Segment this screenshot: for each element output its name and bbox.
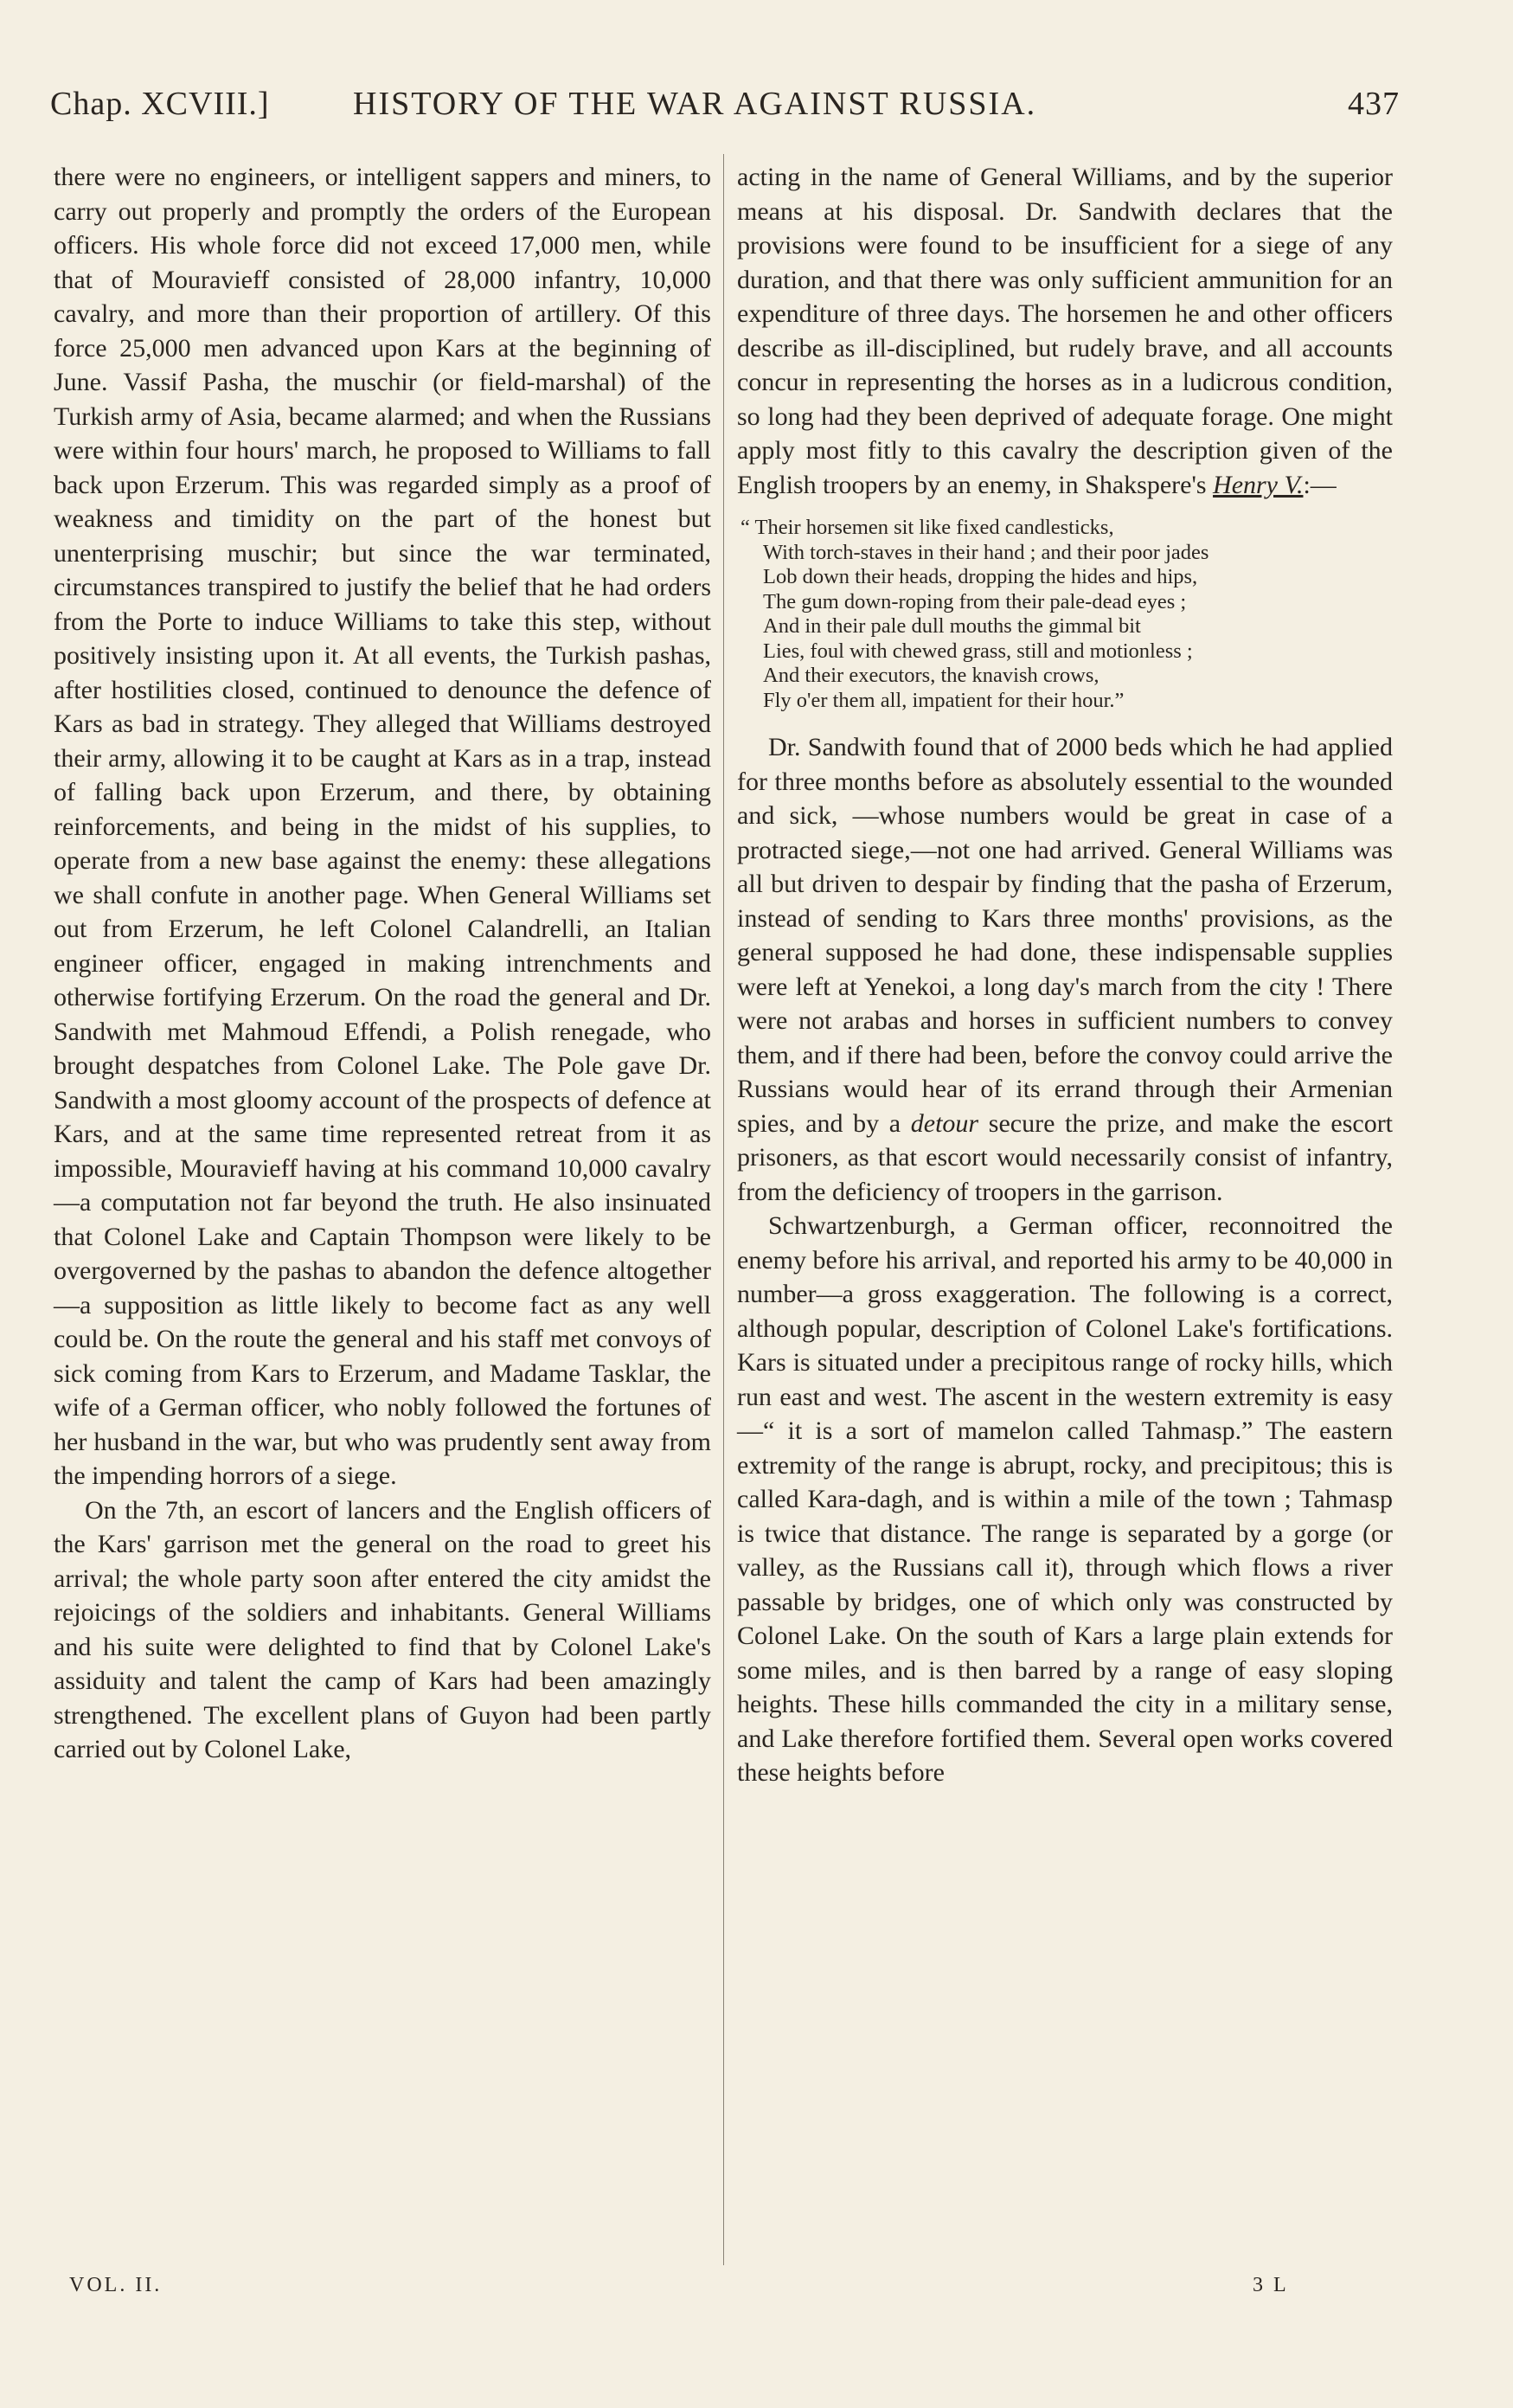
right-paragraph-2-end: secure the prize, and make the escort prisoners, as that escort would necessarily consist of infantry, from the deficiency of troopers in the garrison. <box>737 1108 1394 1206</box>
right-paragraph-1-text: acting in the name of General Williams, and by the superior means at his disposal. Dr. Sandwith declares that the provisions were found to be insufficient for a siege of any duration, and that there was only sufficient ammunition for an expenditure of three days. The horsemen he and other officers describe as ill-disciplined, but rudely brave, and all accounts concur in representing the horses as in a ludicrous condition, so long had they been deprived of adequate forage. One might apply most fitly to this cavalry the description given of the English troopers by an enemy, in Shakspere's <box>737 163 1393 499</box>
left-column <box>54 160 711 1767</box>
right-paragraph-1-end: :— <box>1303 470 1337 499</box>
signature-mark: 3 L <box>1253 2274 1289 2296</box>
verse-line: And in their pale dull mouths the gimmal bit <box>763 614 1141 638</box>
right-paragraph-1 <box>737 160 1393 502</box>
verse-line: Lob down their heads, dropping the hides and hips, <box>763 565 1198 588</box>
verse-line: And their executors, the knavish crows, <box>763 664 1099 687</box>
right-paragraph-3: Schwartzenburgh, a German officer, reconnoitred the enemy before his arrival, and reported his army to be 40,000 in number—a gross exaggeration. The following is a correct, although popular, description of Colonel Lake's fortifications. Kars is situated under a precipitous range of rocky hills, which run east and west. The ascent in the western extremity is easy—“ it is a sort of mamelon called Tahmasp.” The eastern extremity of the range is abrupt, rocky, and precipitous; this is called Kara-dagh, and is within a mile of the town ; Tahmasp is twice that distance. The range is separated by a gorge (or valley, as the Russians call it), through which flows a river passable by bridges, one of which only was constructed by Colonel Lake. On the south of Kars a large plain extends for some miles, and is then barred by a range of easy sloping heights. These hills commanded the city in a military sense, and Lake therefore fortified them. Several open works covered these heights before <box>737 1211 1393 1787</box>
left-paragraph-1: there were no engineers, or intelligent sappers and miners, to carry out properly and promptly the orders of the European officers. His whole force did not exceed 17,000 men, while that of Mouravieff consisted of 28,000 infantry, 10,000 cavalry, and more than their proportion of artillery. Of this force 25,000 men advanced upon Kars at the beginning of June. Vassif Pasha, the muschir (or field-marshal) of the Turkish army of Asia, became alarmed; and when the Russians were within four hours' march, he proposed to Williams to fall back upon Erzerum. This was regarded simply as a proof of weakness and timidity on the part of the honest but unenterprising muschir; but since the war terminated, circumstances transpired to justify the belief that he had orders from the Porte to induce Williams to take this step, without positively insisting upon it. At all events, the Turkish pashas, after hostilities closed, continued to denounce the defence of Kars as bad in strategy. They alleged that Williams destroyed their army, allowing it to be caught at Kars as in a trap, instead of falling back upon Erzerum, and there, by obtaining reinforcements, and being in the midst of his supplies, to operate from a new base against the enemy: these allegations we shall confute in another page. When General Williams set out from Erzerum, he left Colonel Calandrelli, an Italian engineer officer, engaged in making intrenchments and otherwise fortifying Erzerum. On the road the general and Dr. Sandwith met Mahmoud Effendi, a Polish renegade, who brought despatches from Colonel Lake. The Pole gave Dr. Sandwith a most gloomy account of the prospects of defence at Kars, and at the same time represented retreat from it as impossible, Mouravieff having at his command 10,000 cavalry—a computation not far beyond the truth. He also insinuated that Colonel Lake and Captain Thompson were likely to be overgoverned by the pashas to abandon the defence altogether—a supposition as little likely to become fact as any well could be. On the route the general and his staff met convoys of sick coming from Kars to Erzerum, and Madame Tasklar, the wife of a German officer, who nobly followed the fortunes of her husband in the war, but who was prudently sent away from the impending horrors of a siege. <box>54 163 711 1490</box>
right-column <box>737 160 1393 1790</box>
column-divider <box>723 154 724 2265</box>
chapter-label: Chap. XCVIII.] <box>50 86 270 122</box>
italic-word: detour <box>910 1108 979 1138</box>
right-paragraph-2-text: Dr. Sandwith found that of 2000 beds which he had applied for three months before as absolutely essential to the wounded and sick, —whose numbers would be great in case of a protracted siege,—not one had arrived. General Williams was all but driven to despair by finding that the pasha of Erzerum, instead of sending to Kars three months' provisions, as the general supposed he had done, these indispensable supplies were left at Yenekoi, a long day's march from the city ! There were not arabas and horses in sufficient numbers to convey them, and if there had been, before the convoy could arrive the Russians would hear of its errand through their Armenian spies, and by a <box>737 733 1393 1138</box>
page-number: 437 <box>1348 86 1400 122</box>
running-header <box>50 85 1400 137</box>
verse-line: Fly o'er them all, impatient for their hour.” <box>763 688 1125 712</box>
verse-quotation <box>737 516 1393 713</box>
verse-line: Lies, foul with chewed grass, still and motionless ; <box>763 639 1193 663</box>
verse-line: The gum down-roping from their pale-dead eyes ; <box>763 589 1187 613</box>
running-title: HISTORY OF THE WAR AGAINST RUSSIA. <box>353 86 1037 122</box>
play-title: Henry V. <box>1213 470 1304 499</box>
left-paragraph-2: On the 7th, an escort of lancers and the English officers of the Kars' garrison met the general on the road to greet his arrival; the whole party soon after entered the city amidst the rejoicings of the soldiers and inhabitants. General Williams and his suite were delighted to find that by Colonel Lake's assiduity and talent the camp of Kars had been amazingly strengthened. The excellent plans of Guyon had been partly carried out by Colonel Lake, <box>54 1495 711 1763</box>
verse-line: “ Their horsemen sit like fixed candlesticks, <box>740 516 1114 539</box>
right-paragraph-2 <box>737 730 1393 1209</box>
volume-label: VOL. II. <box>69 2274 163 2296</box>
verse-line: With torch-staves in their hand ; and their poor jades <box>763 540 1209 564</box>
